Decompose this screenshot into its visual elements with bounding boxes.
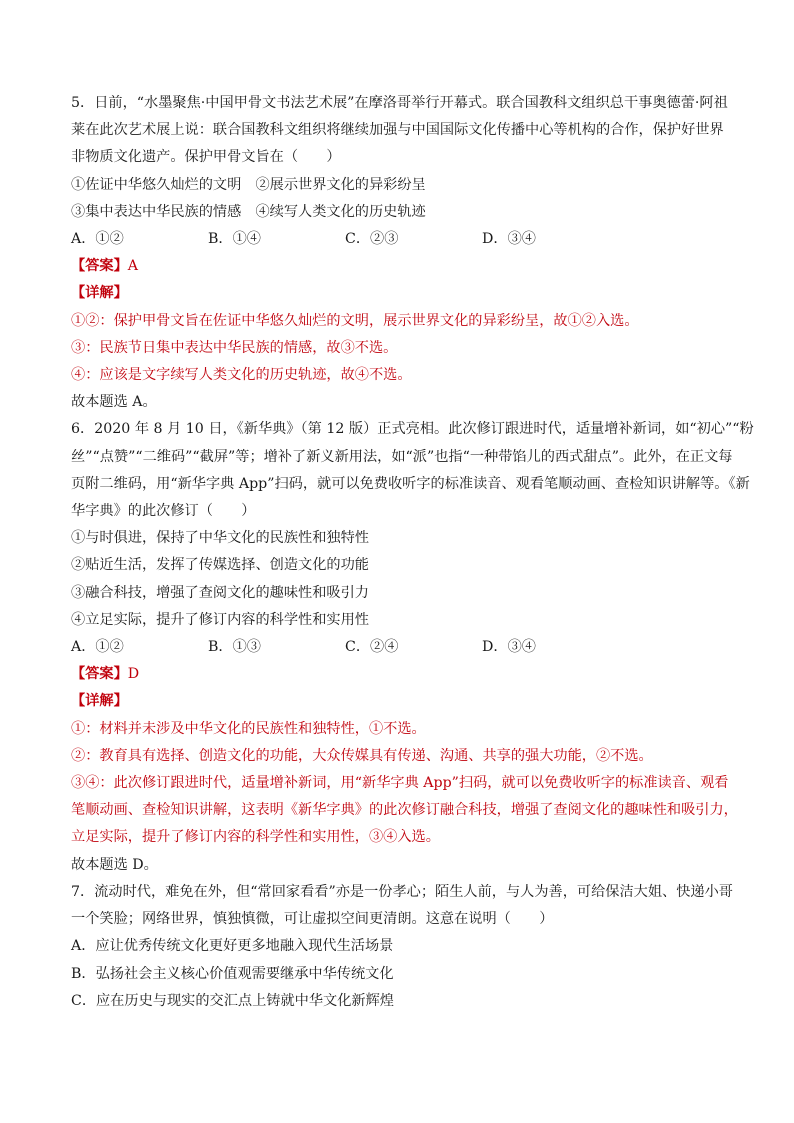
q6-answer — [71, 661, 731, 688]
q5-option-c: C．②③ — [345, 231, 399, 248]
q6-detail-tag: 【详解】 — [71, 693, 128, 710]
q5-item-line: ③集中表达中华民族的情感 ④续写人类文化的历史轨迹 — [71, 203, 426, 220]
q5-stem-line: 5．日前，“水墨聚焦·中国甲骨文书法艺术展”在摩洛哥举行开幕式。联合国教科文组织总干事奥德蕾·阿祖 — [71, 95, 728, 111]
q6-item-line: ③融合科技，增强了查阅文化的趣味性和吸引力 — [71, 584, 369, 601]
q5-detail-line: ④：应该是文字续写人类文化的历史轨迹，故④不选。 — [71, 367, 412, 384]
q6-option-b: B．①③ — [208, 639, 261, 656]
answer-value: A — [127, 258, 139, 275]
q7-option-c: C．应在历史与现实的交汇点上铸就中华文化新辉煌 — [71, 992, 394, 1009]
q6-conclusion: 故本题选 D。 — [71, 856, 158, 873]
answer-value: D — [127, 666, 140, 683]
q6-detail-line: ①：材料并未涉及中华文化的民族性和独特性，①不选。 — [71, 720, 426, 737]
q7-stem-line: 一个笑脸；网络世界，慎独慎微，可让虚拟空间更清朗。这意在说明（ ） — [71, 911, 554, 928]
q5-option-a: A．①② — [71, 231, 124, 248]
question-5 — [71, 90, 731, 416]
q5-detail-line: ①②：保护甲骨文旨在佐证中华悠久灿烂的文明，展示世界文化的异彩纷呈，故①②入选。 — [71, 312, 639, 329]
question-6 — [71, 416, 754, 878]
q5-conclusion: 故本题选 A。 — [71, 394, 157, 411]
q6-item-line: ④立足实际，提升了修订内容的科学性和实用性 — [71, 611, 369, 628]
q6-option-d: D．③④ — [482, 639, 536, 656]
q5-item-line: ①佐证中华悠久灿烂的文明 ②展示世界文化的异彩纷呈 — [71, 176, 426, 193]
q5-answer — [71, 253, 731, 280]
document-page — [71, 90, 754, 1015]
q5-detail-line: ③：民族节日集中表达中华民族的情感，故③不选。 — [71, 339, 398, 356]
q5-option-b: B．①④ — [208, 231, 261, 248]
q7-stem-line: 7．流动时代，难免在外，但“常回家看看”亦是一份孝心；陌生人前，与人为善，可给保洁大姐、快递小哥 — [71, 883, 733, 900]
q5-stem-line: 非物质文化遗产。保护甲骨文旨在（ ） — [71, 149, 341, 166]
q6-item-line: ①与时俱进，保持了中华文化的民族性和独特性 — [71, 530, 369, 547]
q6-item-line: ②贴近生活，发挥了传媒选择、创造文化的功能 — [71, 557, 369, 574]
q5-detail-tag: 【详解】 — [71, 285, 128, 302]
q6-detail-line: 笔顺动画、查检知识讲解，这表明《新华字典》的此次修订融合科技，增强了查阅文化的趣味性和吸引力， — [71, 802, 738, 819]
q5-options — [71, 226, 731, 253]
answer-tag: 【答案】 — [71, 258, 128, 275]
q7-option-b: B．弘扬社会主义核心价值观需要继承中华传统文化 — [71, 965, 394, 982]
q5-option-d: D．③④ — [482, 231, 536, 248]
answer-tag: 【答案】 — [71, 666, 128, 683]
q6-options — [71, 634, 731, 661]
q6-stem-line: 华字典》的此次修订（ ） — [71, 503, 256, 520]
q6-stem-line: 页附二维码，用“新华字典 App”扫码，就可以免费收听字的标准读音、观看笔顺动画、查检知识讲解等。《新 — [71, 475, 750, 492]
q6-stem-line: 6．2020 年 8 月 10 日，《新华典》（第 12 版）正式亮相。此次修订跟进时代，适量增补新词，如“初心”“粉 — [71, 421, 754, 438]
q6-stem-line: 丝”“点赞”“二维码”“截屏”等；增补了新义新用法，如“派”也指“一种带馅儿的西式甜点”。此外，在正文每 — [71, 448, 733, 465]
q5-stem-line: 莱在此次艺术展上说：联合国教科文组织将继续加强与中国国际文化传播中心等机构的合作，保护好世界 — [71, 122, 724, 139]
q6-detail-line: ③④：此次修订跟进时代，适量增补新词，用“新华字典 App”扫码，就可以免费收听字的标准读音、观看 — [71, 775, 729, 792]
q6-detail-line: ②：教育具有选择、创造文化的功能，大众传媒具有传递、沟通、共享的强大功能，②不选。 — [71, 747, 653, 764]
q6-detail-line: 立足实际，提升了修订内容的科学性和实用性，③④入选。 — [71, 829, 440, 846]
question-7 — [71, 879, 731, 1015]
q6-option-c: C．②④ — [345, 639, 399, 656]
q7-option-a: A．应让优秀传统文化更好更多地融入现代生活场景 — [71, 938, 394, 955]
q6-option-a: A．①② — [71, 639, 124, 656]
